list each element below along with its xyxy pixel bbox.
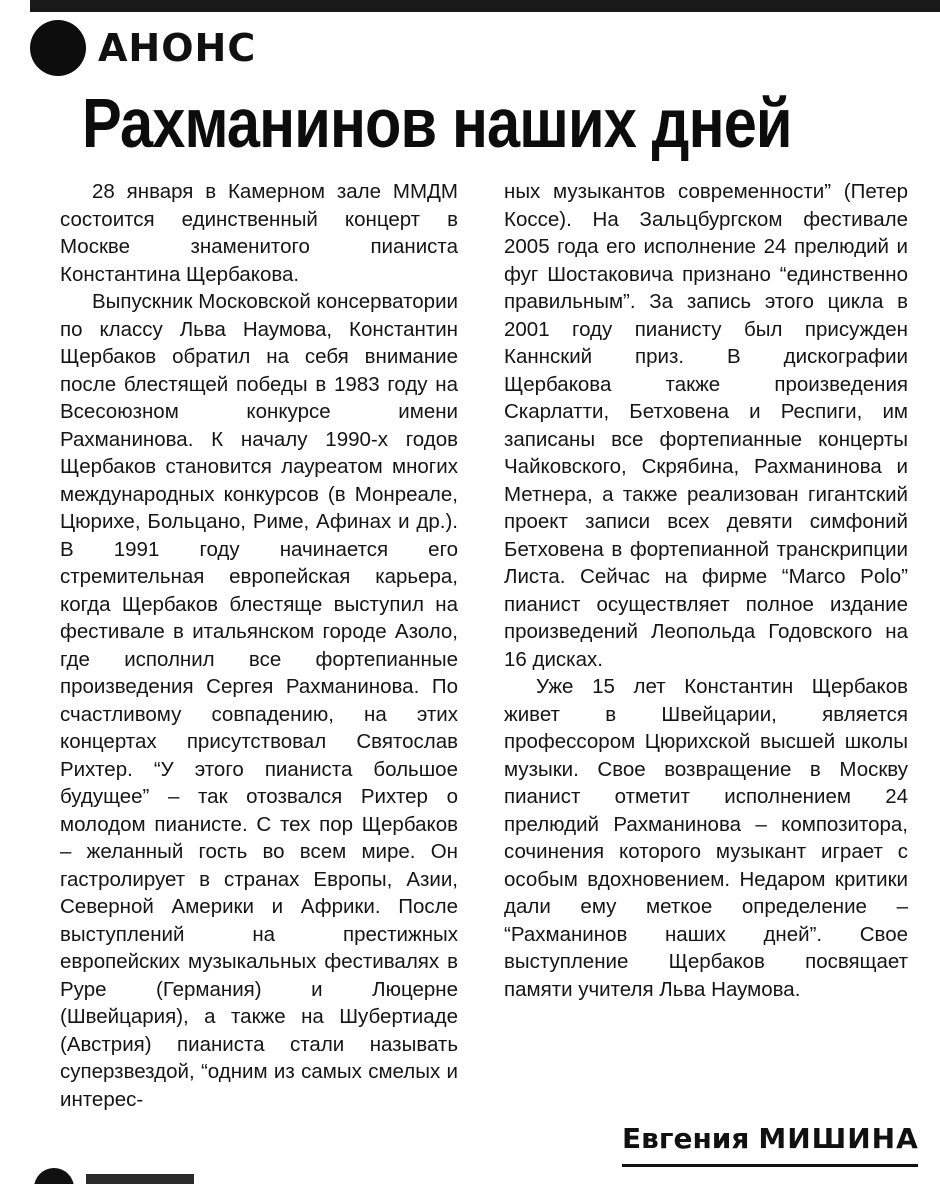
next-section-bullet-icon	[34, 1168, 74, 1184]
section-label: АНОНС	[98, 26, 257, 70]
next-article-header-stub	[34, 1164, 194, 1184]
paragraph: 28 января в Камерном зале ММДМ состоится единственный концерт в Москве знаменитого пианиста Константина Щербакова.	[60, 180, 458, 286]
section-bullet-icon	[30, 20, 86, 76]
author-last-name: МИШИНА	[758, 1122, 919, 1155]
next-section-label-fragment	[86, 1174, 194, 1184]
paragraph: Выпускник Московской консерватории по классу Льва Наумова, Константин Щербаков обратил на себя внимание после блестящей победы в 1983 году на Всесоюзном конкурсе имени Рахманинова. К началу 1990-х годов Щербаков становится лауреатом многих международных конкурсов (в Монреале, Цюрихе, Больцано, Риме, Афинах и др.). В 1991 году начинается его стремительная европейская карьера, когда Щербаков блестяще выступил на фестивале в итальянском городе Азоло, где исполнил все фортепианные произведения Сергея Рахманинова. По счастливому совпадению, на этих концертах присутствовал Святослав Рихтер. “У этого пианиста большое будущее” – так отозвался Рихтер о молодом пианисте. С тех пор Щербаков – желанный гость во всем мире. Он гастролирует в странах Европы, Азии, Северной Америки и Африки. После выступлений на престижных европейских музыкальных фестивалях в Руре (Германия) и Люцерне (Швейцария), а также на Шубертиаде (Австрия) пианиста стали называть суперзвездой, “одним из самых смелых и интерес-	[60, 290, 458, 1111]
author-first-name: Евгения	[622, 1122, 750, 1155]
paragraph: Уже 15 лет Константин Щербаков живет в Швейцарии, является профессором Цюрихской высшей школы музыки. Свое возвращение в Москву пианист отметит исполнением 24 прелюдий Рахманинова – композитора, сочинения которого музыкант играет с особым вдохновением. Недаром критики дали ему меткое определение – “Рахманинов наших дней”. Свое выступление Щербаков посвящает памяти учителя Льва Наумова.	[504, 675, 908, 1001]
top-rule	[30, 0, 940, 12]
right-column	[504, 178, 908, 1003]
article-body	[60, 178, 924, 1178]
article-headline: Рахманинов наших дней	[82, 84, 792, 162]
paragraph-continued: ных музыкантов современности” (Петер Коссе). На Зальцбургском фестивале 2005 года его исполнение 24 прелюдий и фуг Шостаковича признано “единственно правильным”. За запись этого цикла в 2001 году пианисту был присужден Каннский приз. В дискографии Щербакова также произведения Скарлатти, Бетховена и Респиги, им записаны все фортепианные концерты Чайковского, Скрябина, Рахманинова и Метнера, а также реализован гигантский проект записи всех девяти симфоний Бетховена в фортепианной транскрипции Листа. Сейчас на фирме “Marco Polo” пианист осуществляет полное издание произведений Леопольда Годовского на 16 дисках.	[504, 180, 908, 671]
left-column	[60, 178, 458, 1113]
author-byline	[622, 1114, 918, 1167]
section-header	[30, 18, 256, 78]
